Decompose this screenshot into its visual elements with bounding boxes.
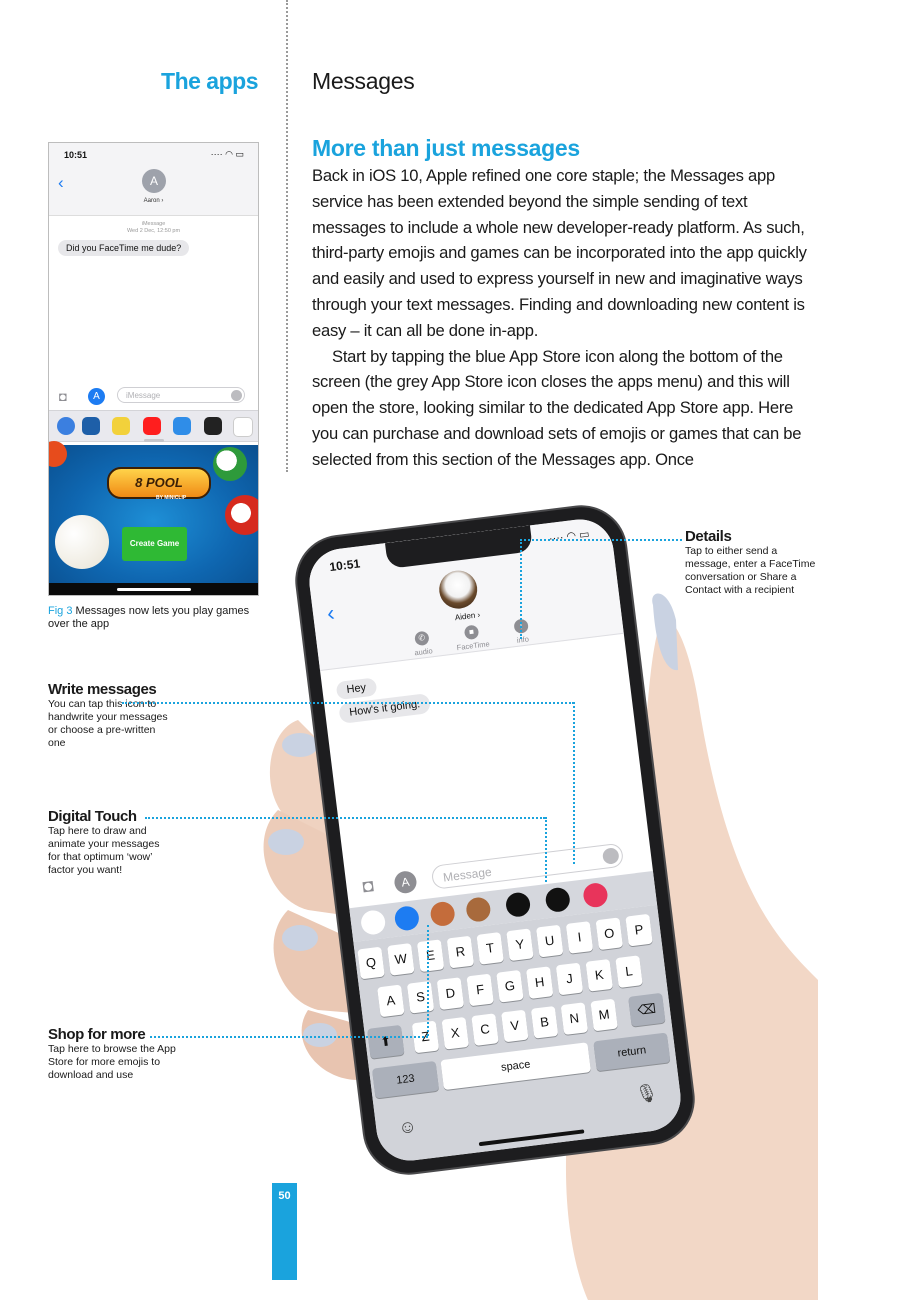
contact-name[interactable]: Aiden › xyxy=(454,610,481,623)
emoji-icon[interactable]: ☺ xyxy=(397,1115,418,1138)
callout-details xyxy=(685,530,825,597)
microphone-icon[interactable]: 🎙 xyxy=(634,1082,660,1105)
callout-body: Tap to either send a message, enter a FaceTime conversation or Share a Contact with a recipient xyxy=(685,545,816,596)
key[interactable]: U xyxy=(536,925,563,958)
callout-title: Digital Touch xyxy=(48,808,137,825)
input-row xyxy=(49,384,258,410)
game-logo: 8 POOL xyxy=(107,467,211,499)
key[interactable]: Q xyxy=(357,947,384,980)
key[interactable]: H xyxy=(526,966,553,999)
facetime-action[interactable] xyxy=(446,622,499,653)
article-heading: More than just messages xyxy=(312,135,580,161)
conversation-header xyxy=(49,143,258,216)
backspace-key-icon[interactable]: ⌫ xyxy=(628,993,665,1027)
game-panel xyxy=(49,445,258,583)
callout-leader xyxy=(150,1036,428,1038)
pool-ball xyxy=(48,441,67,467)
callout-body: Tap here to browse the App Store for more emojis to download and use xyxy=(48,1043,176,1081)
key[interactable]: Y xyxy=(506,928,533,961)
avatar[interactable]: A xyxy=(142,169,166,193)
figure-label: Fig 3 xyxy=(48,605,73,617)
video-icon: ■ xyxy=(464,625,480,641)
message-date: Wed 2 Dec, 12:50 pm xyxy=(126,228,181,234)
memoji-icon[interactable] xyxy=(465,896,492,923)
callout-body: Tap here to draw and animate your messages for that optimum ‘wow’ factor you want! xyxy=(48,825,160,876)
message-bubble: Did you FaceTime me dude? xyxy=(58,240,189,256)
return-key[interactable]: return xyxy=(593,1033,670,1072)
contact-name[interactable]: Aaron › xyxy=(143,198,164,204)
key[interactable]: E xyxy=(417,939,444,972)
article-body xyxy=(312,163,812,473)
section-title: The apps xyxy=(161,68,258,94)
callout-leader xyxy=(520,539,682,541)
status-time: 10:51 xyxy=(64,150,88,160)
callout-title: Write messages xyxy=(48,681,157,698)
article-paragraph: Start by tapping the blue App Store icon along the bottom of the screen (the grey App Store icon closes the apps menu) and this will open the store, looking similar to the dedicated App Store app. Here you can purchase and download sets of emojis or games that can be selected from this section of the Messages app. Once xyxy=(312,346,802,469)
key[interactable]: F xyxy=(466,974,493,1007)
status-icons: ···· ◠ ▭ xyxy=(210,149,244,159)
info-icon: i xyxy=(513,618,529,634)
game-brand: BY MINICLIP xyxy=(156,495,187,501)
page-number: 50 xyxy=(278,1190,291,1202)
key[interactable]: C xyxy=(471,1013,498,1046)
service-label: iMessage xyxy=(141,221,166,227)
pool-ball xyxy=(225,495,259,535)
digital-touch-icon[interactable] xyxy=(544,886,571,913)
emoji-app-icon[interactable] xyxy=(112,417,130,435)
youtube-icon[interactable] xyxy=(143,417,161,435)
key[interactable]: R xyxy=(447,936,474,969)
key[interactable]: P xyxy=(625,914,652,947)
animoji-icon[interactable] xyxy=(429,901,456,928)
callout-digital-touch xyxy=(48,810,168,877)
create-game-button[interactable]: Create Game xyxy=(122,527,187,561)
message-input-placeholder: Message xyxy=(442,864,493,885)
key[interactable]: S xyxy=(407,981,434,1014)
cookie-monster-icon[interactable] xyxy=(173,417,191,435)
key[interactable]: W xyxy=(387,943,414,976)
audio-action[interactable] xyxy=(396,628,449,659)
key[interactable]: T xyxy=(476,932,503,965)
action-label: info xyxy=(516,634,530,645)
app-store-icon[interactable]: A xyxy=(393,870,418,895)
more-icon[interactable] xyxy=(233,417,253,437)
camera-icon[interactable]: ◘ xyxy=(59,389,67,404)
pool-ball xyxy=(213,447,247,481)
callout-write-messages xyxy=(48,683,168,750)
audio-icon[interactable] xyxy=(231,390,242,401)
callout-leader xyxy=(520,539,522,639)
action-label: FaceTime xyxy=(456,639,491,653)
phone-icon: ✆ xyxy=(414,631,430,647)
key[interactable]: V xyxy=(501,1010,528,1043)
message-input[interactable] xyxy=(117,387,245,403)
key[interactable]: J xyxy=(556,963,583,996)
br-app-icon[interactable] xyxy=(204,417,222,435)
numbers-key[interactable]: 123 xyxy=(372,1061,439,1099)
key[interactable]: D xyxy=(437,977,464,1010)
key[interactable]: I xyxy=(566,921,593,954)
callout-leader xyxy=(145,817,545,819)
article-paragraph: Back in iOS 10, Apple refined one core staple; the Messages app service has been extended beyond the simple sending of text messages to include a whole new developer-ready platform. As such, third-party emojis and games can be incorporated into the app quickly and easily and used to express yourself in new and imaginative ways through your text messages. Finding and downloading new content is easy – it can all be done in-app. xyxy=(312,166,807,340)
8-ball-pool-icon[interactable] xyxy=(82,417,100,435)
1password-icon[interactable] xyxy=(57,417,75,435)
key[interactable]: B xyxy=(531,1006,558,1039)
app-store-icon[interactable]: A xyxy=(88,388,105,405)
drawer-handle[interactable] xyxy=(144,439,164,442)
app-store-tray-icon[interactable] xyxy=(394,905,421,932)
callout-leader xyxy=(122,702,574,704)
keyboard xyxy=(353,905,684,1165)
app-drawer xyxy=(49,410,258,442)
key[interactable]: K xyxy=(586,959,613,992)
home-indicator[interactable] xyxy=(117,588,191,591)
app-title: Messages xyxy=(312,68,415,94)
home-bar xyxy=(49,583,258,595)
key[interactable]: G xyxy=(496,970,523,1003)
callout-title: Details xyxy=(685,528,732,545)
callout-body: You can tap this icon to handwrite your messages or choose a pre-written one xyxy=(48,698,168,749)
messages-screenshot xyxy=(48,142,259,596)
callout-title: Shop for more xyxy=(48,1026,146,1043)
contact-avatar[interactable] xyxy=(437,568,479,610)
key[interactable]: M xyxy=(590,999,617,1032)
status-icons: ···· ◠ ▭ xyxy=(548,528,591,546)
back-chevron-icon[interactable]: ‹ xyxy=(325,599,336,626)
cue-ball xyxy=(55,515,109,569)
key[interactable]: N xyxy=(561,1002,588,1035)
back-chevron-icon[interactable]: ‹ xyxy=(58,173,64,192)
figure-caption-text: Messages now lets you play games over the app xyxy=(48,605,250,630)
key[interactable]: A xyxy=(377,985,404,1018)
handwriting-icon[interactable] xyxy=(602,847,620,865)
key[interactable]: Z xyxy=(412,1021,439,1054)
figure-caption xyxy=(48,605,258,631)
key[interactable]: L xyxy=(615,955,642,988)
key[interactable]: X xyxy=(442,1017,469,1050)
key[interactable]: O xyxy=(596,917,623,950)
camera-icon[interactable]: ◘ xyxy=(361,875,375,897)
message-bubble: How's it going. xyxy=(338,693,431,724)
photos-icon[interactable] xyxy=(360,909,387,936)
search-images-icon[interactable] xyxy=(582,882,609,909)
callout-leader xyxy=(545,817,547,882)
activity-icon[interactable] xyxy=(505,891,532,918)
message-bubble: Hey xyxy=(336,677,377,700)
column-divider xyxy=(286,0,288,472)
action-label: audio xyxy=(413,646,434,658)
callout-leader xyxy=(573,702,575,864)
status-time: 10:51 xyxy=(328,556,361,575)
callout-leader xyxy=(427,925,429,1036)
shift-key-icon[interactable]: ⬆ xyxy=(367,1025,404,1059)
message-input-placeholder: iMessage xyxy=(126,391,161,400)
space-key[interactable]: space xyxy=(440,1042,591,1090)
